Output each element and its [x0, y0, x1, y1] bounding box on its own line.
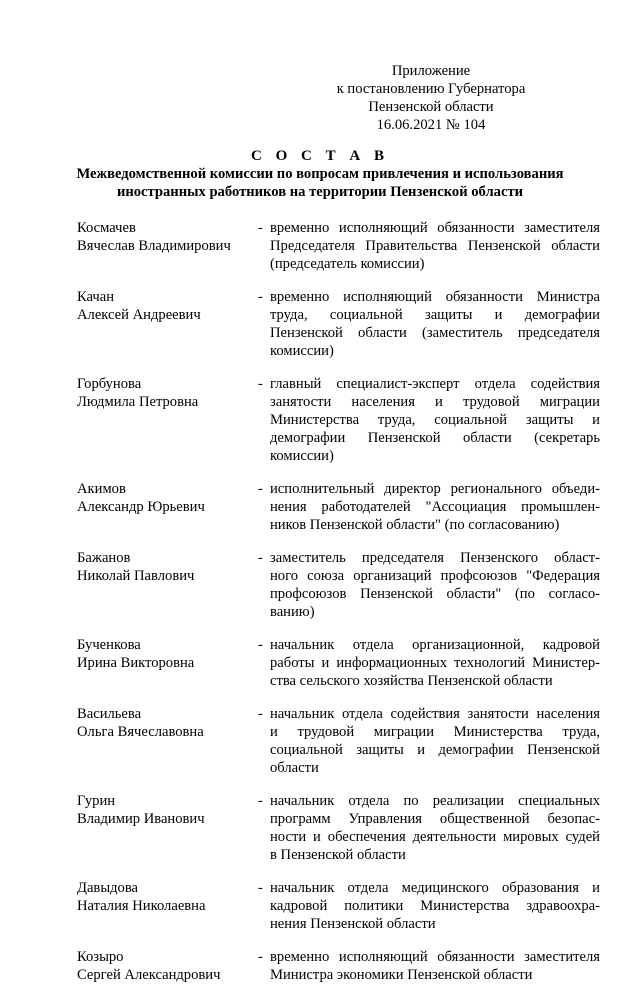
role-line: начальник отдела организационной, кадровой: [270, 637, 600, 653]
member-role: [270, 879, 600, 933]
member-entry: [77, 480, 600, 534]
role-line: Министра экономики Пензенской области: [270, 967, 533, 983]
member-surname: Гурин: [77, 793, 116, 809]
member-surname: Качан: [77, 289, 115, 305]
role-line: исполнительный директор регионального объеди-: [270, 481, 600, 497]
dash-separator: -: [258, 550, 263, 566]
member-role: [270, 705, 600, 777]
role-line: работы и информационных технологий Министер-: [270, 655, 600, 671]
member-given-names: Ольга Вячеславовна: [77, 724, 204, 740]
member-entry: [77, 948, 600, 984]
member-given-names: Вячеслав Владимирович: [77, 238, 231, 254]
member-role: [270, 549, 600, 621]
role-line: социальной защиты и демографии Пензенской: [270, 742, 600, 758]
member-name: [77, 480, 247, 516]
member-entry: [77, 288, 600, 360]
role-line: Пензенской области (заместитель председателя: [270, 325, 600, 341]
role-line: временно исполняющий обязанности заместителя: [270, 220, 600, 236]
role-line: занятости населения и трудовой миграции: [270, 394, 600, 410]
role-line: Министерства труда, социальной защиты и: [270, 412, 600, 428]
role-line: временно исполняющий обязанности Министра: [270, 289, 600, 305]
dash-separator: -: [258, 949, 263, 965]
member-name: [77, 549, 247, 585]
member-surname: Горбунова: [77, 376, 142, 392]
role-line: нения работодателей "Ассоциация промышлен-: [270, 499, 600, 515]
role-line: труда, социальной защиты и демографии: [270, 307, 600, 323]
dash-separator: -: [258, 637, 263, 653]
dash-separator: -: [258, 376, 263, 392]
member-name: [77, 879, 247, 915]
member-entry: [77, 636, 600, 690]
role-line: и трудовой миграции Министерства труда,: [270, 724, 600, 740]
role-line: ванию): [270, 604, 315, 620]
member-entry: [77, 219, 600, 273]
role-line: ности и обеспечения деятельности мировых судей: [270, 829, 600, 845]
dash-separator: -: [258, 481, 263, 497]
document-subtitle: [70, 165, 570, 201]
member-name: [77, 288, 247, 324]
subtitle-line: Межведомственной комиссии по вопросам привлечения и использования: [76, 166, 564, 182]
member-given-names: Наталия Николаевна: [77, 898, 206, 914]
role-line: ников Пензенской области" (по согласованию): [270, 517, 560, 533]
member-role: [270, 948, 600, 984]
member-entry: [77, 375, 600, 465]
member-given-names: Владимир Иванович: [77, 811, 205, 827]
role-line: демографии Пензенской области (секретарь: [270, 430, 600, 446]
member-name: [77, 375, 247, 411]
role-line: (председатель комиссии): [270, 256, 425, 272]
dash-separator: -: [258, 220, 263, 236]
member-given-names: Людмила Петровна: [77, 394, 199, 410]
appendix-label: Приложение: [391, 63, 471, 79]
role-line: ного союза организаций профсоюзов "Федерация: [270, 568, 600, 584]
role-line: главный специалист-эксперт отдела содействия: [270, 376, 600, 392]
appendix-decree-ref: к постановлению Губернатора: [336, 81, 526, 97]
member-role: [270, 636, 600, 690]
dash-separator: -: [258, 289, 263, 305]
member-name: [77, 705, 247, 741]
member-name: [77, 219, 247, 255]
role-line: начальник отдела по реализации специальных: [270, 793, 600, 809]
member-role: [270, 288, 600, 360]
role-line: комиссии): [270, 343, 334, 359]
member-entry: [77, 792, 600, 864]
appendix-block: [332, 62, 530, 134]
role-line: комиссии): [270, 448, 334, 464]
role-line: нения Пензенской области: [270, 916, 436, 932]
role-line: профсоюзов Пензенской области" (по согласо-: [270, 586, 600, 602]
dash-separator: -: [258, 880, 263, 896]
role-line: начальник отдела медицинского образования и: [270, 880, 600, 896]
member-given-names: Сергей Александрович: [77, 967, 221, 983]
role-line: ства сельского хозяйства Пензенской области: [270, 673, 553, 689]
role-line: временно исполняющий обязанности заместителя: [270, 949, 600, 965]
member-given-names: Николай Павлович: [77, 568, 195, 584]
member-list: [77, 219, 600, 984]
member-role: [270, 219, 600, 273]
role-line: заместитель председателя Пензенского област-: [270, 550, 600, 566]
member-entry: [77, 549, 600, 621]
dash-separator: -: [258, 793, 263, 809]
appendix-region: Пензенской области: [368, 99, 494, 115]
member-given-names: Александр Юрьевич: [77, 499, 205, 515]
member-role: [270, 375, 600, 465]
member-surname: Козыро: [77, 949, 124, 965]
member-entry: [77, 879, 600, 933]
role-line: Председателя Правительства Пензенской области: [270, 238, 600, 254]
member-role: [270, 792, 600, 864]
member-surname: Бажанов: [77, 550, 131, 566]
member-surname: Акимов: [77, 481, 126, 497]
member-role: [270, 480, 600, 534]
member-surname: Космачев: [77, 220, 136, 236]
role-line: программ Управления общественной безопас-: [270, 811, 600, 827]
member-entry: [77, 705, 600, 777]
member-given-names: Ирина Викторовна: [77, 655, 195, 671]
member-surname: Васильева: [77, 706, 142, 722]
member-name: [77, 636, 247, 672]
role-line: начальник отдела содействия занятости населения: [270, 706, 600, 722]
member-given-names: Алексей Андреевич: [77, 307, 201, 323]
subtitle-line: иностранных работников на территории Пензенской области: [116, 184, 524, 200]
member-name: [77, 792, 247, 828]
appendix-date-number: 16.06.2021 № 104: [376, 117, 486, 133]
member-surname: Бученкова: [77, 637, 141, 653]
document-title: С О С Т А В: [251, 148, 389, 164]
role-line: кадровой политики Министерства здравоохра-: [270, 898, 600, 914]
role-line: области: [270, 760, 319, 776]
member-surname: Давыдова: [77, 880, 139, 896]
dash-separator: -: [258, 706, 263, 722]
member-name: [77, 948, 247, 984]
role-line: в Пензенской области: [270, 847, 406, 863]
